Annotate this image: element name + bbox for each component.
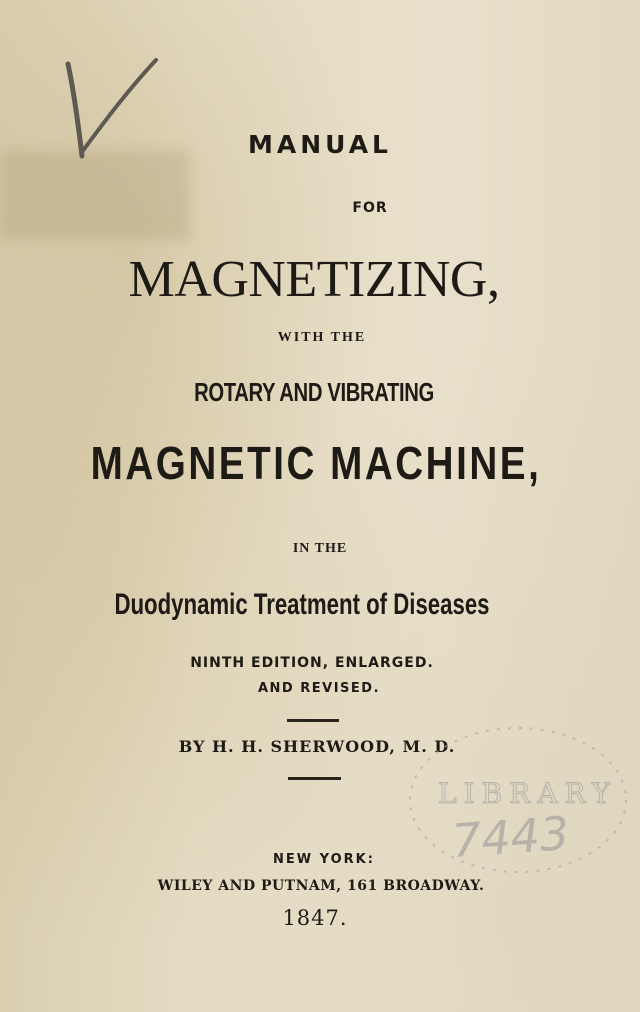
divider-rule-bottom xyxy=(288,777,341,780)
title-treatment: Duodynamic Treatment of Diseases xyxy=(114,588,490,621)
title-for: FOR xyxy=(352,200,388,216)
title-magnetic-machine: MAGNETIC MACHINE, xyxy=(90,437,542,489)
title-rotary-and-vibrating: ROTARY AND VIBRATING xyxy=(194,377,434,407)
divider-rule-top xyxy=(287,719,339,722)
title-in-the: IN THE xyxy=(292,541,348,556)
stamp-library-text: LIBRARY xyxy=(438,777,618,810)
title-manual: MANUAL xyxy=(248,130,392,159)
author-line: BY H. H. SHERWOOD, M. D. xyxy=(178,737,456,756)
title-magnetizing: MAGNETIZING, xyxy=(128,251,500,308)
title-with-the: WITH THE xyxy=(277,330,367,345)
edition-line: NINTH EDITION, ENLARGED. xyxy=(190,655,434,671)
revised-line: AND REVISED. xyxy=(257,681,381,696)
imprint-publisher: WILEY AND PUTNAM, 161 BROADWAY. xyxy=(157,878,485,894)
imprint-year: 1847. xyxy=(282,906,348,930)
stamp-accession-number: 7443 xyxy=(450,805,571,869)
imprint-place: NEW YORK: xyxy=(273,852,375,867)
